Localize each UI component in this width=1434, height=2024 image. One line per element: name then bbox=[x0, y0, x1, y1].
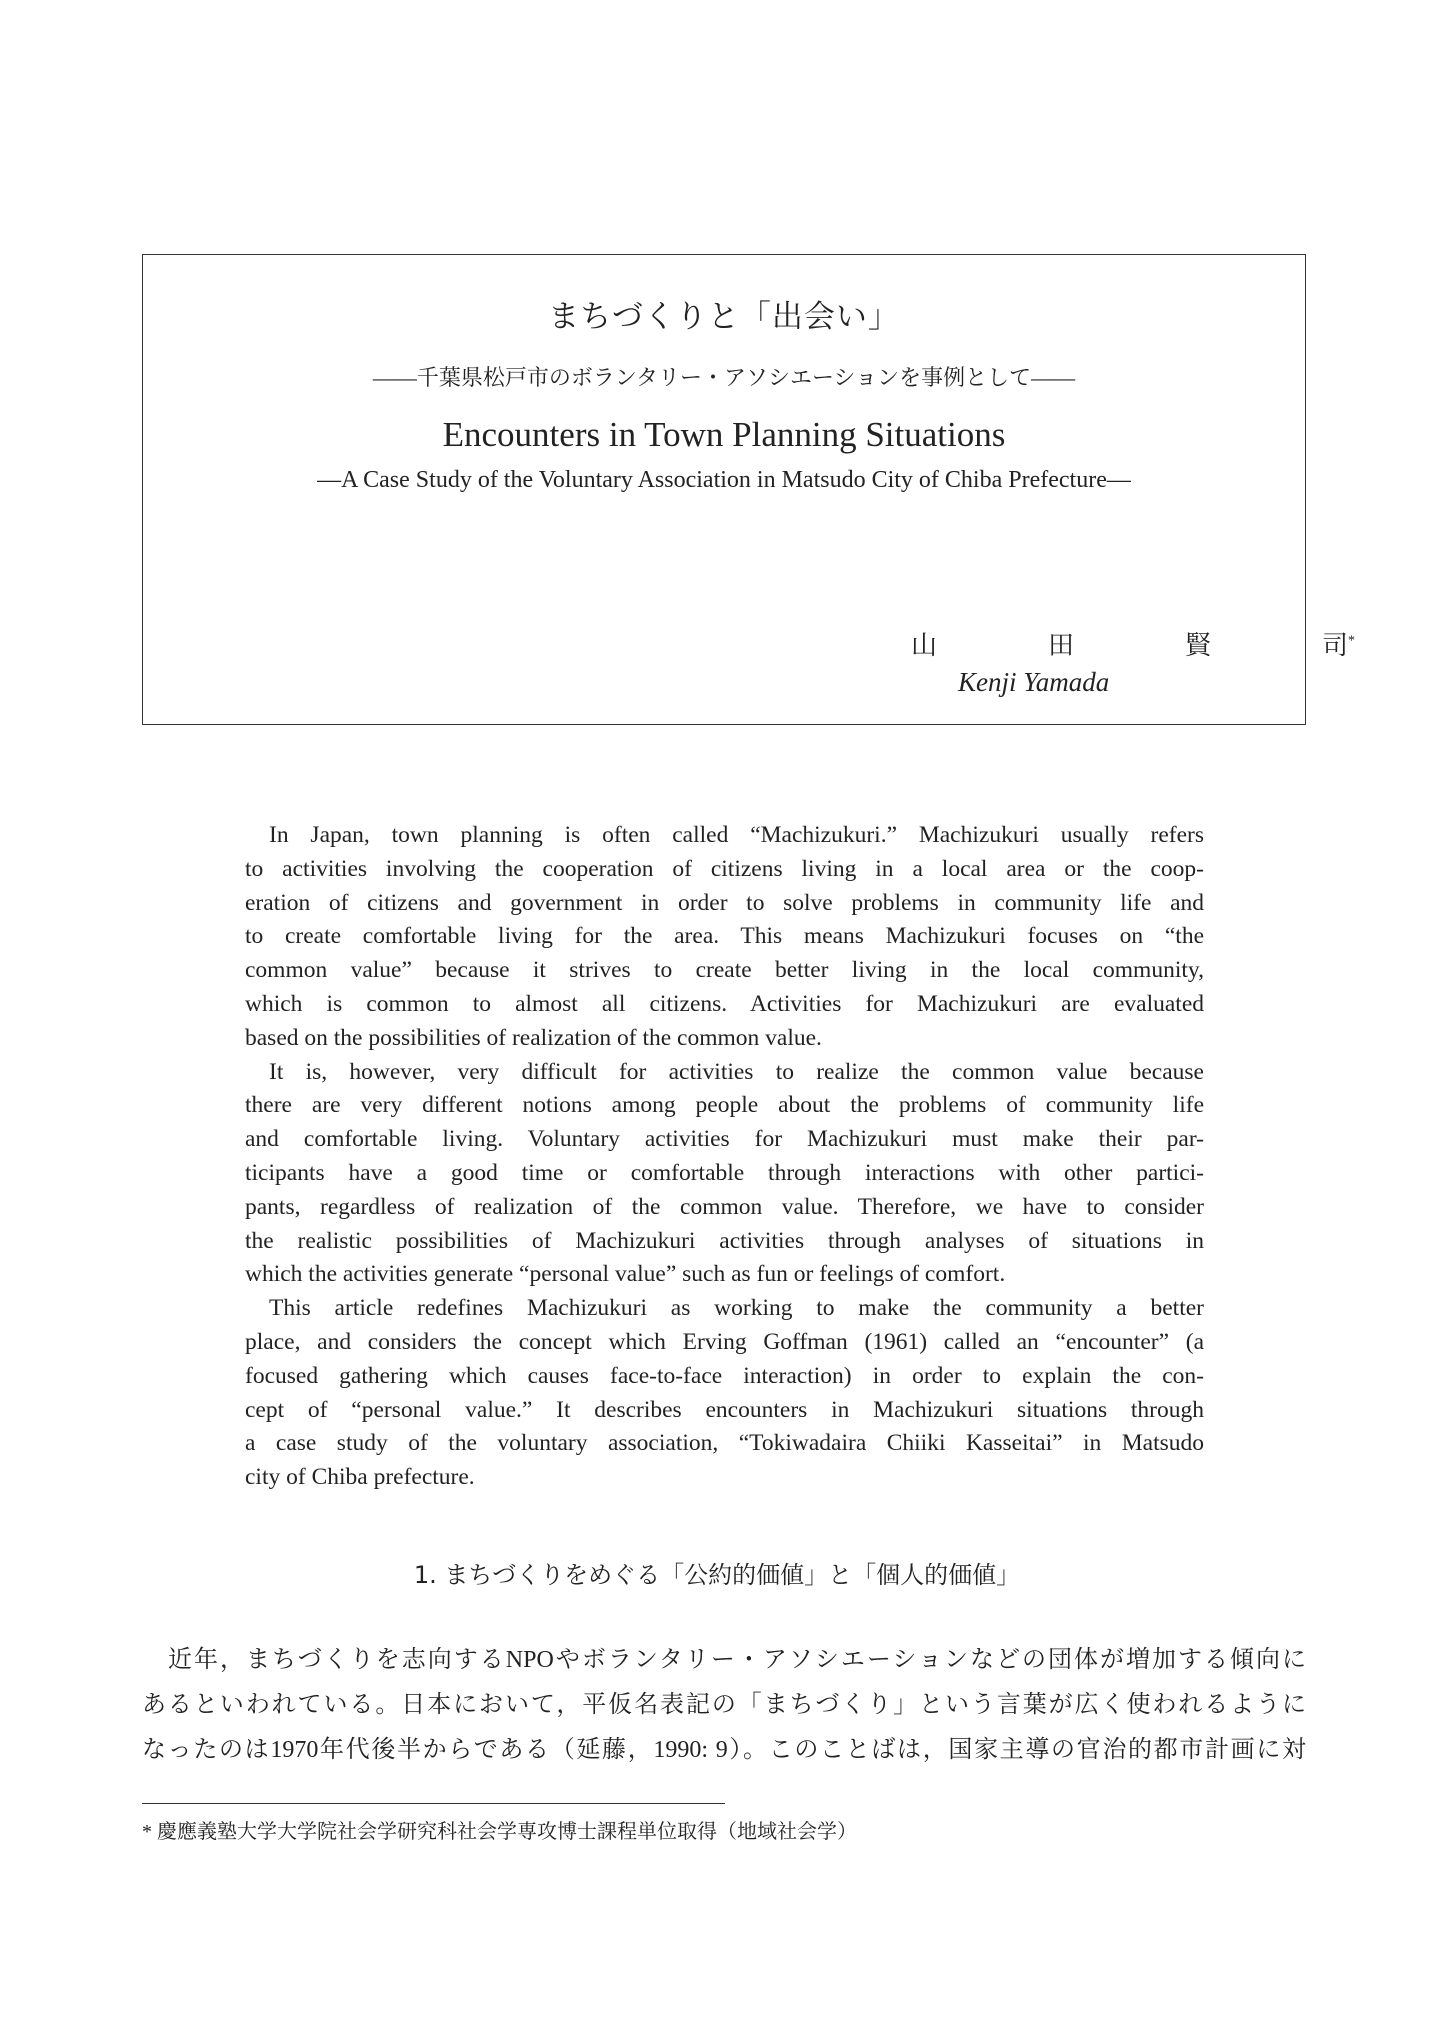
title-japanese: まちづくりと「出会い」 bbox=[548, 299, 900, 334]
body-line: あるといわれている。日本において，平仮名表記の「まちづくり」という言葉が広く使われるように bbox=[142, 1692, 1306, 1718]
abstract-line: city of Chiba prefecture. bbox=[245, 1464, 475, 1491]
abstract-line: It is, however, very difficult for activities to realize the common value because bbox=[269, 1058, 1204, 1085]
author-japanese bbox=[911, 625, 1355, 662]
body-line: なったのは1970年代後半からである（延藤，1990: 9）。このことばは，国家主導の官治的都市計画に対 bbox=[142, 1737, 1306, 1763]
subtitle-english: —A Case Study of the Voluntary Association in Matsudo City of Chiba Prefecture— bbox=[317, 467, 1131, 493]
body-text bbox=[142, 1638, 1306, 1773]
abstract-line: a case study of the voluntary association, “Tokiwadaira Chiiki Kasseitai” in Matsudo bbox=[245, 1430, 1204, 1457]
title-english: Encounters in Town Planning Situations bbox=[442, 415, 1006, 454]
abstract-line: pants, regardless of realization of the common value. Therefore, we have to consider bbox=[245, 1193, 1204, 1220]
abstract-line: to create comfortable living for the area. This means Machizukuri focuses on “the bbox=[245, 923, 1204, 950]
abstract-line: focused gathering which causes face-to-face interaction) in order to explain the con- bbox=[245, 1362, 1204, 1389]
abstract-line: based on the possibilities of realization of the common value. bbox=[245, 1024, 822, 1051]
abstract-line: which the activities generate “personal value” such as fun or feelings of comfort. bbox=[245, 1261, 1006, 1288]
author-english: Kenji Yamada bbox=[958, 667, 1110, 697]
footnote-mark: * bbox=[1347, 633, 1355, 649]
abstract-line: to activities involving the cooperation of citizens living in a local area or the coop- bbox=[245, 855, 1204, 882]
abstract-line: eration of citizens and government in order to solve problems in community life and bbox=[245, 889, 1204, 916]
abstract-line: and comfortable living. Voluntary activities for Machizukuri must make their par- bbox=[245, 1126, 1204, 1153]
abstract-line: In Japan, town planning is often called “Machizukuri.” Machizukuri usually refers bbox=[269, 822, 1204, 848]
abstract-line: place, and considers the concept which Erving Goffman (1961) called an “encounter” (a bbox=[245, 1328, 1204, 1355]
title-box bbox=[142, 254, 1355, 725]
abstract-line: This article redefines Machizukuri as working to make the community a better bbox=[269, 1295, 1204, 1322]
abstract-line: ticipants have a good time or comfortable through interactions with other partici- bbox=[245, 1159, 1204, 1186]
author-char: 賢 bbox=[1184, 631, 1211, 660]
section-heading: 1. まちづくりをめぐる「公約的価値」と「個人的価値」 bbox=[413, 1561, 1021, 1589]
author-char bbox=[1322, 625, 1355, 662]
abstract-line: there are very different notions among people about the problems of community life bbox=[245, 1092, 1204, 1119]
abstract-line: common value” because it strives to create better living in the local community, bbox=[245, 957, 1204, 984]
body-line: 近年，まちづくりを志向するNPOやボランタリー・アソシエーションなどの団体が増加する傾向に bbox=[168, 1647, 1306, 1673]
author-char: 山 bbox=[911, 631, 938, 660]
author-char: 田 bbox=[1047, 631, 1074, 660]
subtitle-japanese: ——千葉県松戸市のボランタリー・アソシエーションを事例として—— bbox=[372, 365, 1076, 390]
abstract-line: cept of “personal value.” It describes encounters in Machizukuri situations through bbox=[245, 1396, 1204, 1423]
footnote: * 慶應義塾大学大学院社会学研究科社会学専攻博士課程単位取得（地域社会学） bbox=[142, 1821, 857, 1843]
abstract-line: the realistic possibilities of Machizukuri activities through analyses of situations in bbox=[245, 1227, 1204, 1254]
abstract-line: which is common to almost all citizens. Activities for Machizukuri are evaluated bbox=[245, 990, 1204, 1017]
abstract bbox=[245, 819, 1204, 1495]
footnote-rule bbox=[142, 1803, 725, 1804]
author-char-last: 司 bbox=[1321, 631, 1348, 660]
